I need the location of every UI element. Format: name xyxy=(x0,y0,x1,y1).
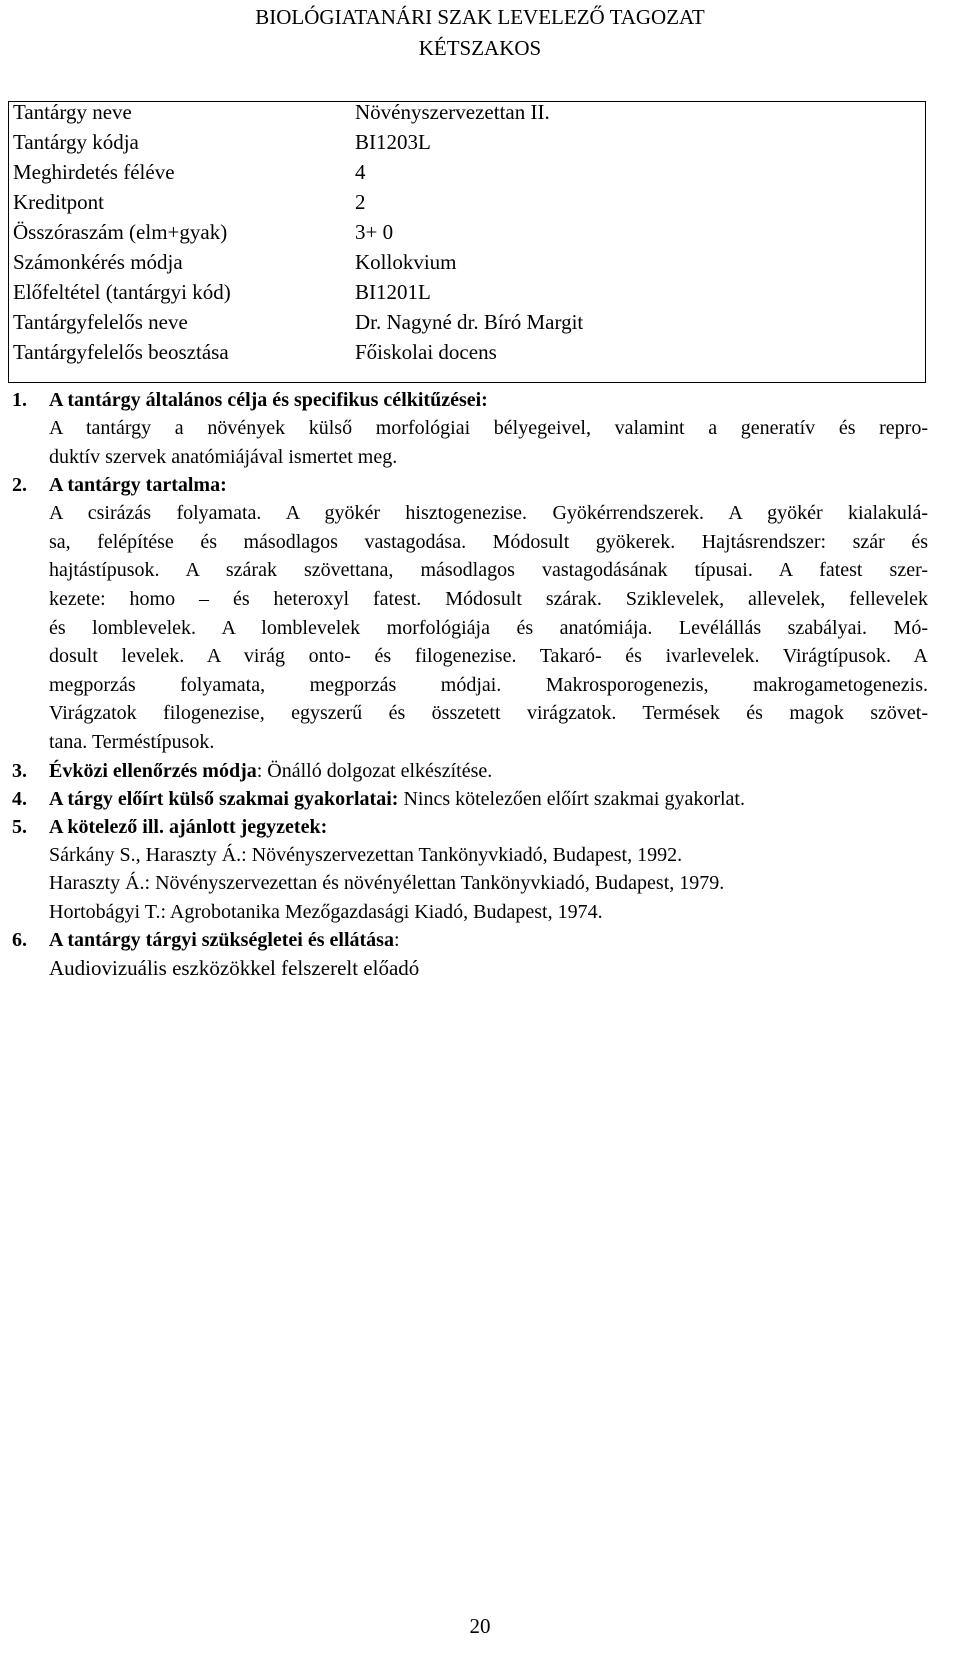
section-inline-text: : Önálló dolgozat elkészítése. xyxy=(256,759,493,782)
section-number: 6. xyxy=(12,929,27,952)
title-line-1: BIOLÓGIATANÁRI SZAK LEVELEZŐ TAGOZAT xyxy=(255,5,705,29)
reference-line: Hortobágyi T.: Agrobotanika Mezőgazdasági Kiadó, Budapest, 1974. xyxy=(49,900,603,923)
info-label: Kreditpont xyxy=(13,190,104,214)
reference-line: Haraszty Á.: Növényszervezettan és növényélettan Tankönyvkiadó, Budapest, 1979. xyxy=(49,872,725,895)
info-value: Kollokvium xyxy=(355,250,457,274)
section-number: 3. xyxy=(12,759,27,782)
paragraph-line: tana. Terméstípusok. xyxy=(49,730,215,753)
info-value: 4 xyxy=(355,160,366,184)
paragraph-line: A csirázás folyamata. A gyökér hisztogenezise. Gyökérrendszerek. A gyökér kialakulá- xyxy=(49,502,928,525)
info-label: Tantárgyfelelős beosztása xyxy=(13,340,229,364)
paragraph-line: sa, felépítése és másodlagos vastagodása. Módosult gyökerek. Hajtásrendszer: szár és xyxy=(49,530,928,553)
info-value: BI1203L xyxy=(355,130,431,154)
paragraph-line: dosult levelek. A virág onto- és filogenezise. Takaró- és ivarlevelek. Virágtípusok. A xyxy=(49,645,928,668)
info-label: Számonkérés módja xyxy=(13,250,183,274)
info-label: Tantárgy kódja xyxy=(13,130,139,154)
section-3-heading xyxy=(12,757,928,785)
paragraph-line: Audiovizuális eszközökkel felszerelt előadó xyxy=(49,956,420,981)
section-title: A tárgy előírt külső szakmai gyakorlatai: xyxy=(49,787,399,810)
section-4-heading xyxy=(12,785,928,813)
section-title: A tantárgy általános célja és specifikus célkitűzései: xyxy=(49,389,488,411)
info-value: 2 xyxy=(355,190,366,214)
info-value: Főiskolai docens xyxy=(355,340,497,364)
section-inline-text: Nincs kötelezően előírt szakmai gyakorlat. xyxy=(398,787,745,810)
info-value: Növényszervezettan II. xyxy=(355,100,550,124)
section-2-body xyxy=(49,499,928,756)
info-value: 3+ 0 xyxy=(355,220,394,244)
section-number: 4. xyxy=(12,787,27,810)
paragraph-line: Virágzatok filogenezise, egyszerű és összetett virágzatok. Termések és magok szövet- xyxy=(49,702,928,725)
paragraph-line: duktív szervek anatómiájával ismertet meg. xyxy=(49,445,398,468)
section-number: 1. xyxy=(12,389,27,411)
info-label: Tantárgyfelelős neve xyxy=(13,310,188,334)
info-value: Dr. Nagyné dr. Bíró Margit xyxy=(355,310,584,334)
paragraph-line: és lomblevelek. A lomblevelek morfológiája és anatómiája. Levélállás szabályai. Mó- xyxy=(49,616,928,639)
section-1-body xyxy=(49,414,928,471)
section-inline-text: : xyxy=(393,929,400,952)
paragraph-line: A tantárgy a növények külső morfológiai bélyegeivel, valamint a generatív és repro- xyxy=(49,417,928,439)
info-label: Meghirdetés féléve xyxy=(13,160,175,184)
section-5-heading xyxy=(12,813,928,841)
section-number: 5. xyxy=(12,815,27,838)
course-sections xyxy=(12,386,928,983)
reference-line: Sárkány S., Haraszty Á.: Növényszervezettan Tankönyvkiadó, Budapest, 1992. xyxy=(49,843,683,866)
section-1-heading xyxy=(12,386,928,414)
section-title: Évközi ellenőrzés módja xyxy=(49,759,257,782)
info-label: Előfeltétel (tantárgyi kód) xyxy=(13,280,231,304)
section-number: 2. xyxy=(12,474,27,497)
info-label: Összóraszám (elm+gyak) xyxy=(13,220,228,244)
section-title: A kötelező ill. ajánlott jegyzetek: xyxy=(49,815,328,838)
section-6-heading xyxy=(12,926,928,954)
info-label: Tantárgy neve xyxy=(13,100,132,124)
page-number: 20 xyxy=(469,1614,491,1638)
section-6-body xyxy=(49,954,928,983)
section-2-heading xyxy=(12,471,928,499)
paragraph-line: kezete: homo – és heteroxyl fatest. Módosult szárak. Sziklevelek, allevelek, fellevelek xyxy=(49,587,928,610)
paragraph-line: hajtástípusok. A szárak szövettana, másodlagos vastagodásának típusai. A fatest szer- xyxy=(49,559,928,582)
section-title: A tantárgy tartalma: xyxy=(49,474,227,497)
paragraph-line: megporzás folyamata, megporzás módjai. Makrosporogenezis, makrogametogenezis. xyxy=(49,673,928,696)
section-title: A tantárgy tárgyi szükségletei és ellátása xyxy=(49,929,394,952)
section-5-body xyxy=(49,841,928,927)
info-value: BI1201L xyxy=(355,280,431,304)
document-title xyxy=(0,2,960,64)
title-line-2: KÉTSZAKOS xyxy=(418,36,542,60)
